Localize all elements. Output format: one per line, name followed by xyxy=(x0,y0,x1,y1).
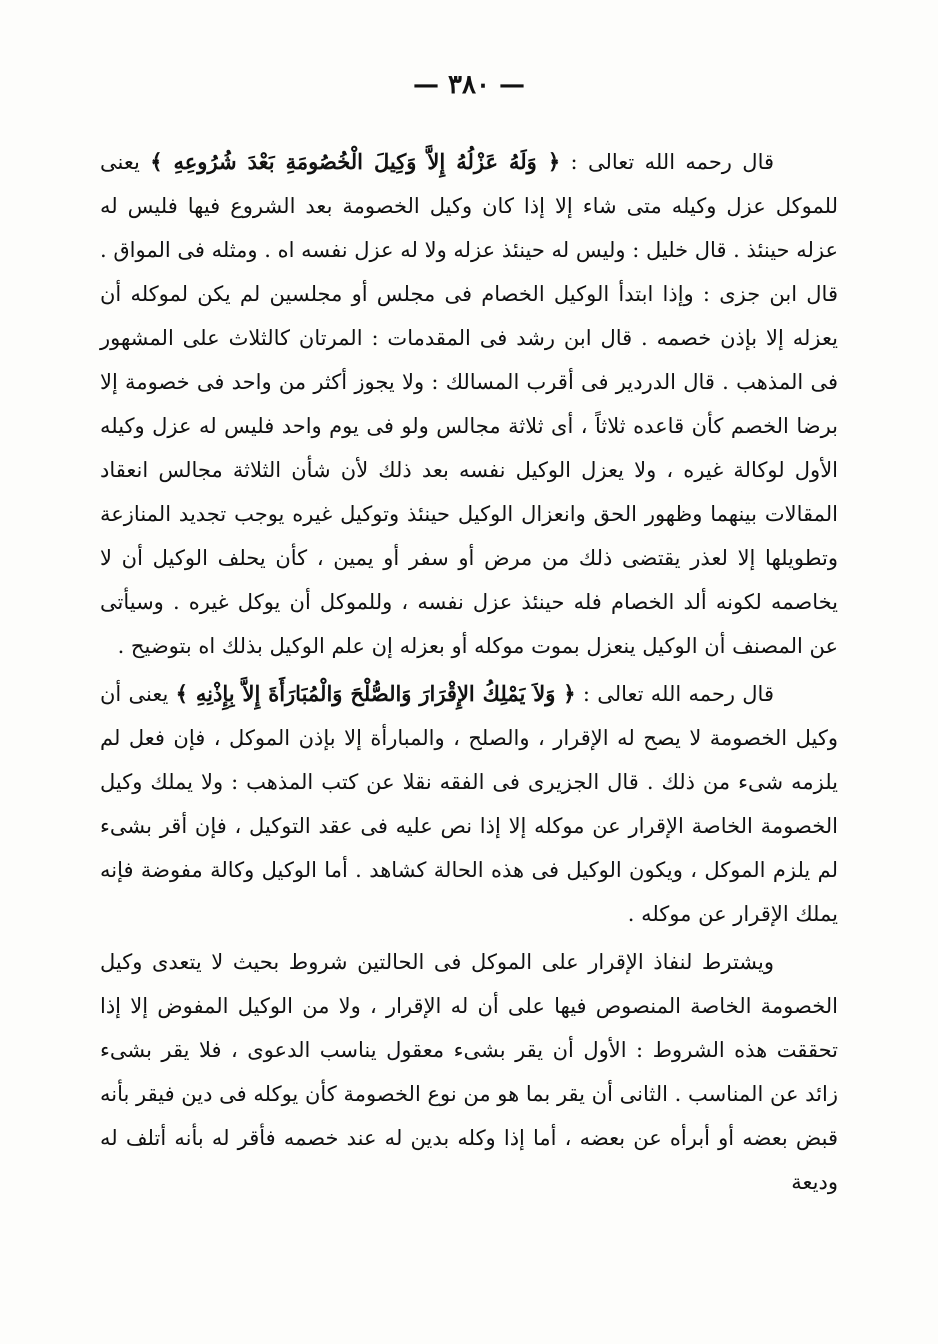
paragraph-1-lead: قال رحمه الله تعالى : xyxy=(560,150,775,174)
paragraph-1-text: يعنى للموكل عزل وكيله متى شاء إلا إذا كان وكيل الخصومة بعد الشروع فيها فليس له عزله حينئذ . قال خليل : وليس له حينئذ عزله ولا له عزل نفسه اه . ومثله فى المواق . قال ابن جزى : وإذا ابتدأ الوكيل الخصام فى مجلس أو مجلسين لم يكن لموكله أن يعزله إلا بإذن خصمه . قال ابن رشد فى المقدمات : المرتان كالثلاث على المشهور فى المذهب . قال الدردير فى أقرب المسالك : ولا يجوز أكثر من واحد فى خصومة إلا برضا الخصم كأن قاعده ثلاثاً ، أى ثلاثة مجالس ولو فى يوم واحد فليس له عزل وكيله الأول لوكالة غيره ، ولا يعزل الوكيل نفسه بعد ذلك لأن شأن الثلاثة مجالس انعقاد المقالات بينهما وظهور الحق وانعزال الوكيل حينئذ وتوكيل غيره يوجب تجديد المنازعة وتطويلها إلا لعذر يقتضى ذلك من مرض أو سفر أو يمين ، كأن يحلف الوكيل أن لا يخاصمه لكونه ألد الخصام فله حينئذ عزل نفسه ، وللموكل أن يوكل غيره . وسيأتى عن المصنف أن الوكيل ينعزل بموت موكله أو بعزله إن علم الوكيل بذلك اه بتوضيح . xyxy=(100,150,839,658)
paragraph-3-text: ويشترط لنفاذ الإقرار على الموكل فى الحالتين شروط بحيث لا يتعدى وكيل الخصومة الخاصة المنصوص فيها على أن له الإقرار ، ولا من الوكيل المفوض إلا إذا تحققت هذه الشروط : الأول أن يقر بشىء معقول يناسب الدعوى ، فلا يقر بشىء زائد عن المناسب . الثانى أن يقر بما هو من نوع الخصومة كأن يوكله فى دين فيقر بأنه قبض بعضه أو أبرأه عن بعضه ، أما إذا وكله بدين له عند خصمه فأقر له بأنه أتلف له وديعة xyxy=(100,950,838,1194)
paragraph-2-text: يعنى أن وكيل الخصومة لا يصح له الإقرار ، والصلح ، والمبارأة إلا بإذن الموكل ، فإن فعل لم يلزمه شىء من ذلك . قال الجزيرى فى الفقه نقلا عن كتب المذهب : ولا يملك وكيل الخصومة الخاصة الإقرار عن موكله إلا إذا نص عليه فى عقد التوكيل ، فإن أقر بشىء لم يلزم الموكل ، ويكون الوكيل فى هذه الحالة كشاهد . أما الوكيل وكالة مفوضة فإنه يملك الإقرار عن موكله . xyxy=(100,682,838,926)
quran-quote-1: ﴿ وَلَهُ عَزْلُهُ إِلاَّ وَكِيلَ الْخُصُومَةِ بَعْدَ شُرُوعِهِ ﴾ xyxy=(150,149,561,174)
body-text xyxy=(100,140,838,1204)
paragraph-2 xyxy=(100,672,838,936)
page-number: — ٣٨٠ — xyxy=(412,70,526,100)
paragraph-3 xyxy=(100,940,838,1204)
paragraph-1 xyxy=(100,140,838,668)
quran-quote-2: ﴿ وَلاَ يَمْلِكُ الإِقْرَارَ وَالصُّلْحَ وَالْمُبَارَأَةَ إِلاَّ بِإِذْنِهِ ﴾ xyxy=(175,681,576,706)
paragraph-2-lead: قال رحمه الله تعالى : xyxy=(575,682,774,706)
